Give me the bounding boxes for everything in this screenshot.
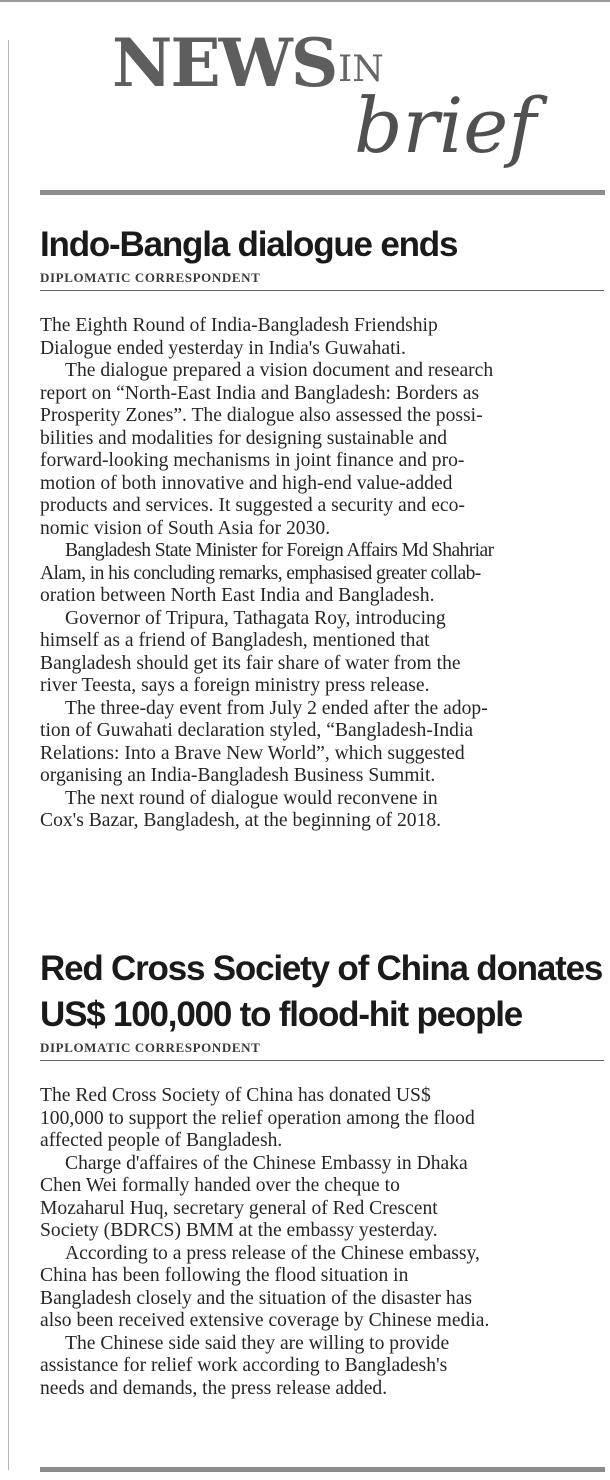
- body-line: tion of Guwahati declaration styled, “Bangladesh-India: [40, 720, 474, 741]
- body-line: The next round of dialogue would reconvene in: [65, 787, 438, 809]
- body-line: Bangladesh closely and the situation of the disaster has: [40, 1287, 473, 1309]
- story-headline: [40, 222, 604, 268]
- story-indo-bangla: [40, 222, 604, 833]
- body-line: needs and demands, the press release added.: [40, 1377, 388, 1399]
- body-line: The Chinese side said they are willing to provide: [65, 1332, 450, 1354]
- bottom-rule: [40, 1467, 605, 1472]
- body-line: Society (BDRCS) BMM at the embassy yesterday.: [40, 1220, 438, 1241]
- story-red-cross: [40, 946, 604, 1400]
- body-line: Alam, in his concluding remarks, emphasised greater collab-: [40, 562, 481, 584]
- story-body: [40, 315, 604, 833]
- body-line: motion of both innovative and high-end value-added: [40, 472, 453, 494]
- masthead-in: IN: [338, 49, 384, 90]
- body-line: According to a press release of the Chinese embassy,: [65, 1242, 480, 1264]
- body-line: also been received extensive coverage by Chinese media.: [40, 1310, 490, 1331]
- body-line: Chen Wei formally handed over the cheque to: [40, 1175, 400, 1196]
- body-line: report on “North-East India and Bangladesh: Borders as: [40, 382, 480, 404]
- body-line: Relations: Into a Brave New World”, which suggested: [40, 742, 465, 764]
- story-byline: DIPLOMATIC CORRESPONDENT: [40, 1040, 604, 1061]
- body-line: products and services. It suggested a security and eco-: [40, 495, 465, 516]
- body-line: Bangladesh should get its fair share of water from the: [40, 652, 461, 674]
- body-line: Bangladesh State Minister for Foreign Affairs Md Shahriar: [65, 540, 494, 561]
- column-divider: [8, 40, 9, 1470]
- body-line: organising an India-Bangladesh Business Summit.: [40, 765, 436, 786]
- body-line: Governor of Tripura, Tathagata Roy, introducing: [65, 607, 446, 629]
- body-line: Cox's Bazar, Bangladesh, at the beginning of 2018.: [40, 810, 442, 831]
- body-line: The Red Cross Society of China has donated US$: [40, 1085, 431, 1106]
- headline-line: US$ 100,000 to flood-hit people: [40, 995, 523, 1034]
- story-byline: DIPLOMATIC CORRESPONDENT: [40, 270, 604, 291]
- body-line: nomic vision of South Asia for 2030.: [40, 517, 331, 539]
- masthead-brief: brief: [354, 81, 537, 170]
- body-line: Dialogue ended yesterday in India's Guwahati.: [40, 337, 406, 359]
- story-headline: [40, 946, 604, 1038]
- body-line: 100,000 to support the relief operation among the flood: [40, 1107, 475, 1129]
- body-line: Mozaharul Huq, secretary general of Red Crescent: [40, 1197, 438, 1219]
- body-line: The three-day event from July 2 ended after the adop-: [65, 697, 488, 719]
- masthead-news: NEWS: [112, 24, 337, 102]
- body-line: China has been following the flood situation in: [40, 1265, 409, 1286]
- body-line: oration between North East India and Bangladesh.: [40, 585, 435, 606]
- body-line: The dialogue prepared a vision document and research: [65, 360, 494, 381]
- body-line: river Teesta, says a foreign ministry press release.: [40, 675, 430, 696]
- section-masthead: [0, 0, 610, 200]
- body-line: bilities and modalities for designing sustainable and: [40, 427, 448, 449]
- body-line: Charge d'affaires of the Chinese Embassy in Dhaka: [65, 1152, 468, 1174]
- body-line: affected people of Bangladesh.: [40, 1130, 283, 1151]
- body-line: The Eighth Round of India-Bangladesh Friendship: [40, 315, 438, 336]
- body-line: assistance for relief work according to Bangladesh's: [40, 1355, 448, 1376]
- body-line: forward-looking mechanisms in joint finance and pro-: [40, 450, 465, 471]
- headline-line: Red Cross Society of China donates: [40, 949, 603, 988]
- body-line: himself as a friend of Bangladesh, mentioned that: [40, 630, 430, 651]
- story-body: [40, 1085, 604, 1400]
- masthead-rule: [40, 190, 605, 195]
- body-line: Prosperity Zones”. The dialogue also assessed the possi-: [40, 405, 483, 426]
- headline-line: Indo-Bangla dialogue ends: [40, 225, 458, 264]
